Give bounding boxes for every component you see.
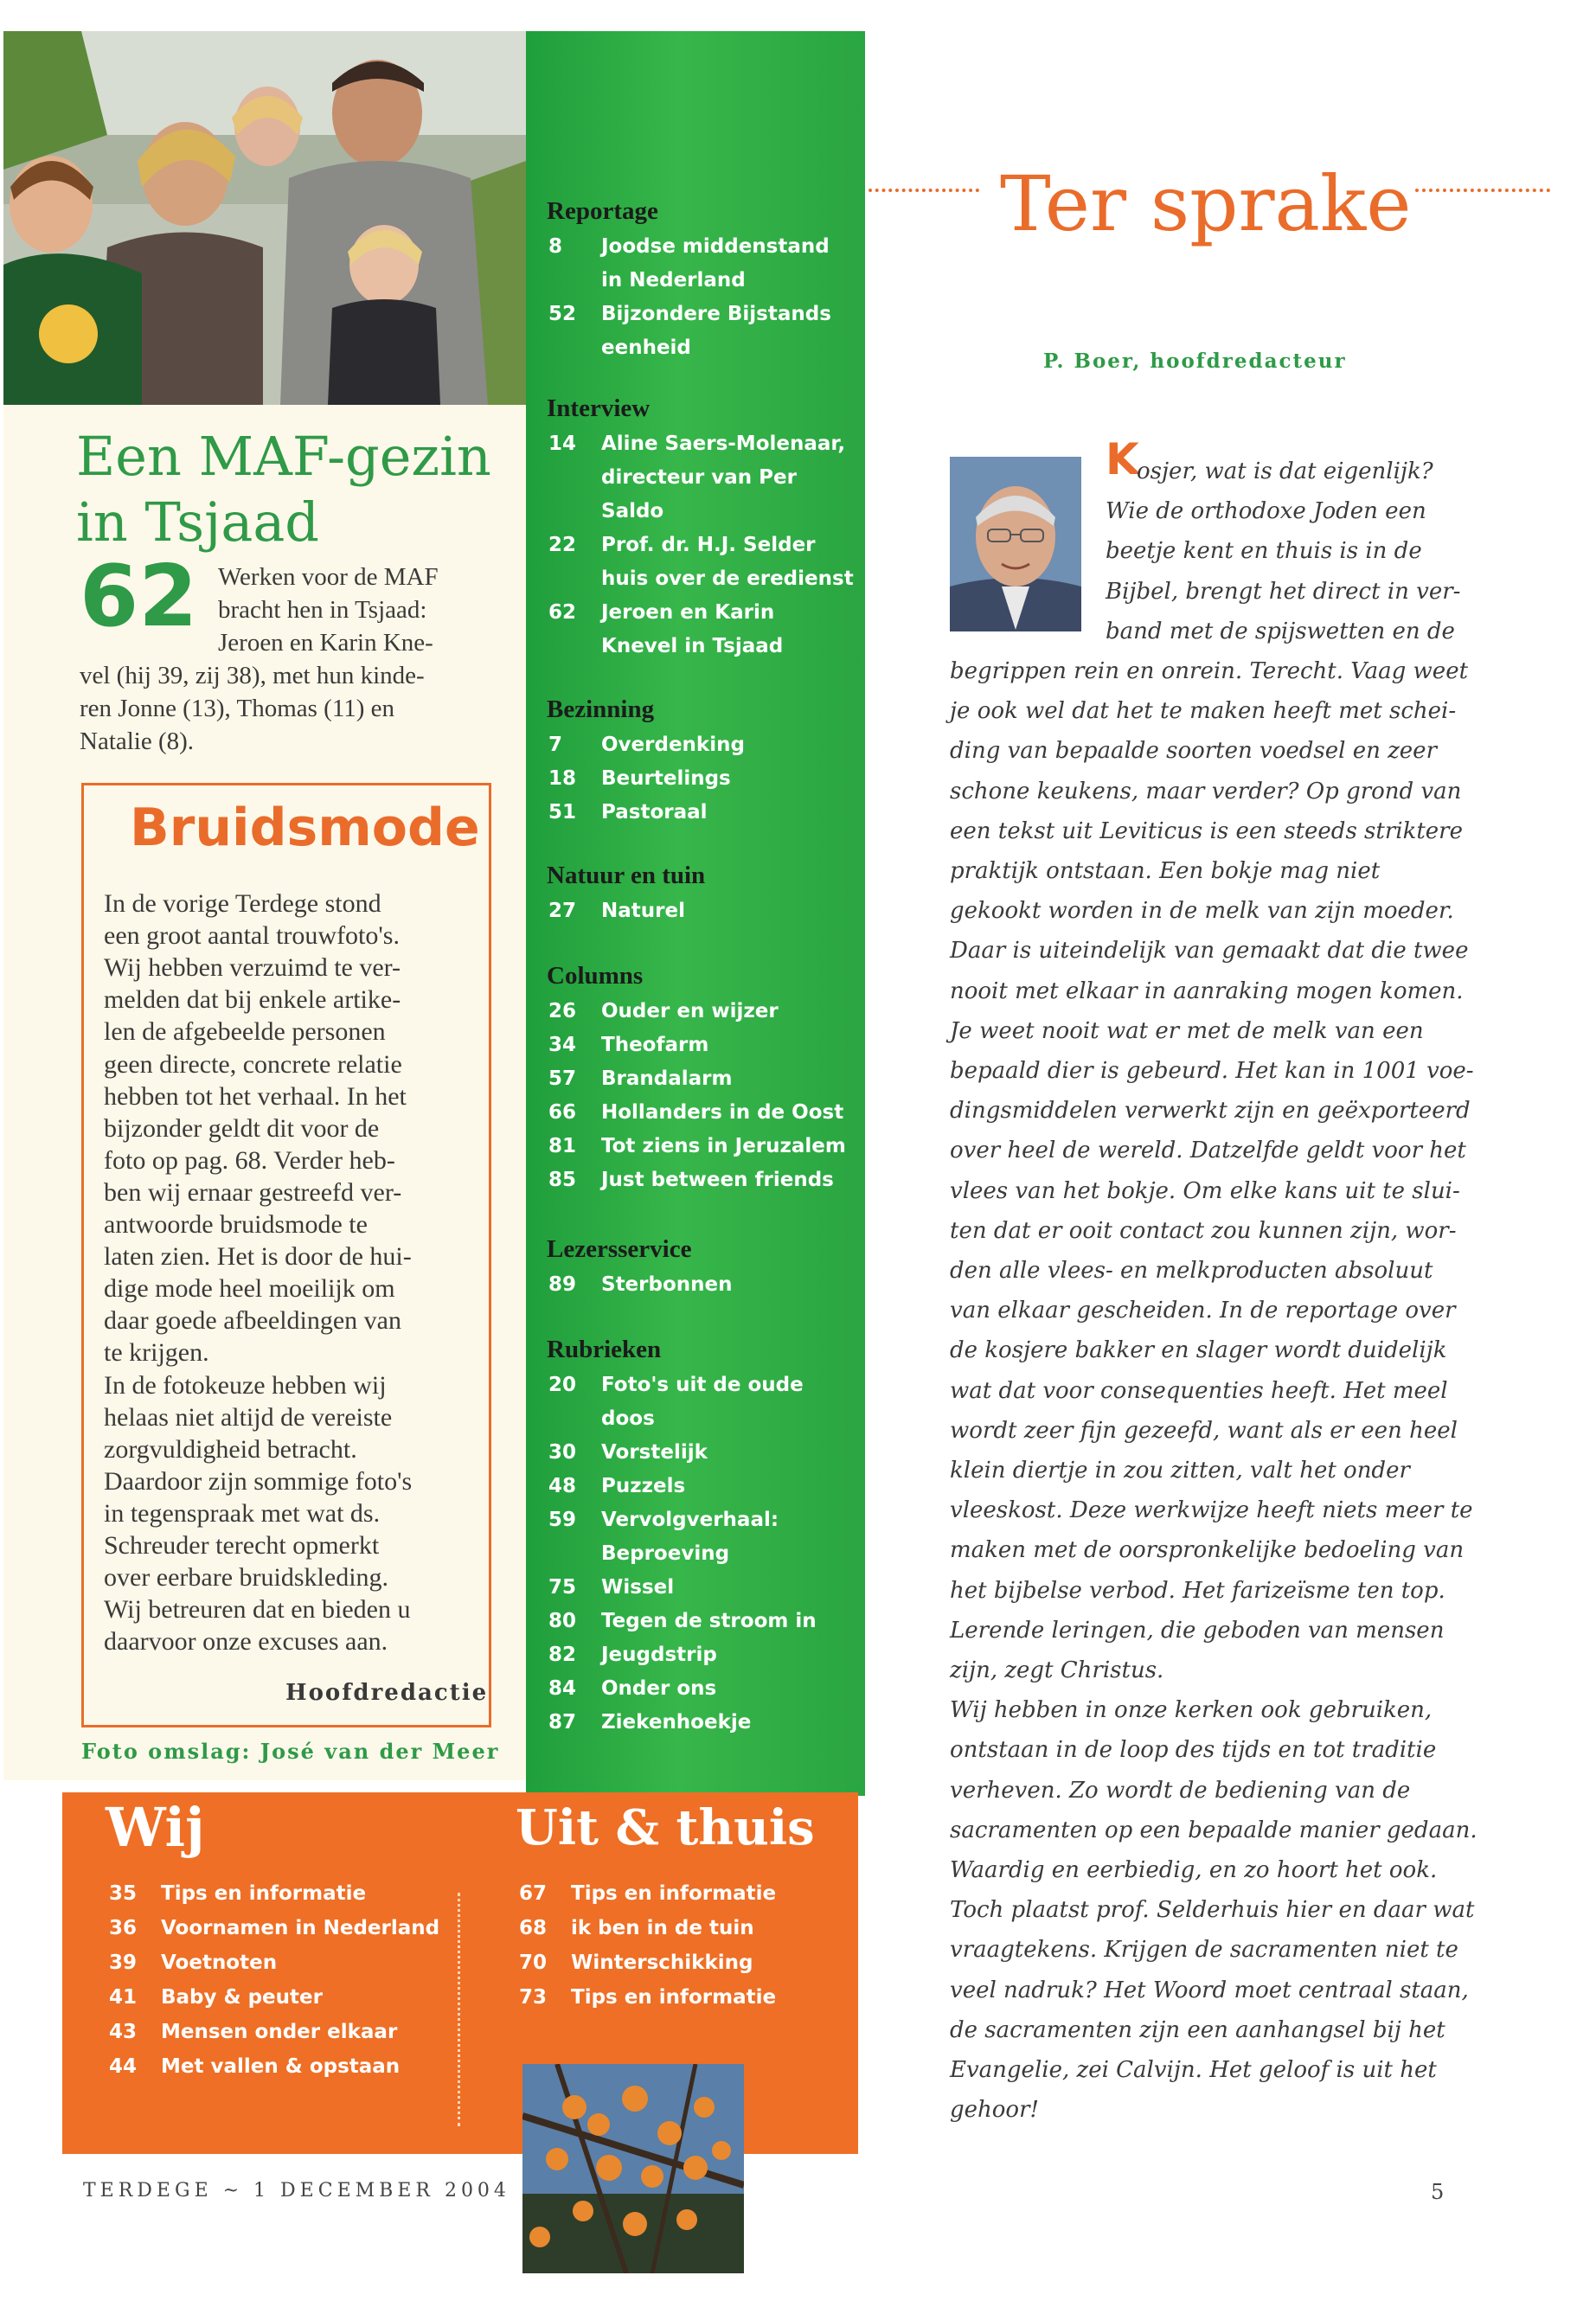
bruidsmode-line: daar goede afbeeldingen van: [104, 1306, 401, 1335]
editorial-line: van elkaar gescheiden. In de reportage over: [950, 1298, 1456, 1324]
table-of-contents-column: [526, 31, 865, 1796]
bruidsmode-line: dige mode heel moeilijk om: [104, 1274, 395, 1303]
title-dots-right: [1415, 189, 1550, 192]
wij-item-title[interactable]: Voetnoten: [161, 1952, 278, 1974]
toc-page-number: 48: [548, 1475, 577, 1497]
toc-item-title[interactable]: Ouder en wijzer: [601, 1000, 779, 1022]
editorial-line: dingsmiddelen verwerkt zijn en geëxporteerd: [950, 1098, 1471, 1124]
editorial-line: Waardig en eerbiedig, en zo hoort het ook.: [950, 1857, 1438, 1883]
editorial-line: Bijbel, brengt het direct in ver-: [1106, 579, 1461, 605]
toc-item-title[interactable]: Jeroen en Karin: [601, 601, 775, 624]
wij-section-title[interactable]: Wij: [106, 1796, 205, 1859]
toc-page-number: 20: [548, 1374, 577, 1396]
uit-thuis-page-number: 70: [519, 1952, 548, 1974]
bruidsmode-line: zorgvuldigheid betracht.: [104, 1435, 357, 1464]
editorial-line: Evangelie, zei Calvijn. Het geloof is uit het: [950, 2057, 1437, 2083]
bruidsmode-line: In de fotokeuze hebben wij: [104, 1371, 387, 1400]
wij-item-title[interactable]: Baby & peuter: [161, 1986, 323, 2009]
magazine-footer: TERDEGE ~ 1 DECEMBER 2004: [83, 2180, 510, 2202]
toc-category: Bezinning: [547, 695, 655, 723]
toc-item-title[interactable]: Sterbonnen: [601, 1273, 733, 1296]
uit-thuis-item-title[interactable]: ik ben in de tuin: [571, 1917, 754, 1939]
toc-category: Interview: [547, 394, 651, 422]
editorial-line: ding van bepaalde soorten voedsel en zeer: [950, 738, 1437, 764]
editorial-line: vleeskost. Deze werkwijze heeft niets meer te: [950, 1497, 1473, 1523]
toc-item-title[interactable]: Ziekenhoekje: [601, 1711, 752, 1734]
editorial-byline: P. Boer, hoofdredacteur: [1043, 349, 1347, 373]
wij-page-number: 35: [109, 1882, 138, 1905]
cover-photo-credit: Foto omslag: José van der Meer: [81, 1739, 500, 1764]
maf-teaser-line: vel (hij 39, zij 38), met hun kinde-: [80, 662, 425, 689]
maf-teaser-line: Natalie (8).: [80, 727, 195, 755]
editorial-line: band met de spijswetten en de: [1106, 619, 1455, 644]
bruidsmode-title: Bruidsmode: [130, 798, 480, 858]
uit-thuis-item-title[interactable]: Winterschikking: [571, 1952, 753, 1974]
title-dots-left: [869, 189, 979, 192]
editorial-line: Wie de orthodoxe Joden een: [1106, 498, 1426, 524]
bruidsmode-line: Wij betreuren dat en bieden u: [104, 1595, 411, 1624]
bruidsmode-line: helaas niet altijd de vereiste: [104, 1403, 393, 1432]
toc-item-title[interactable]: Prof. dr. H.J. Selder: [601, 534, 816, 556]
toc-category: Lezersservice: [547, 1235, 692, 1263]
bruidsmode-line: laten zien. Het is door de hui-: [104, 1242, 412, 1271]
toc-page-number: 75: [548, 1576, 577, 1599]
toc-page-number: 66: [548, 1101, 577, 1124]
toc-page-number: 22: [548, 534, 577, 556]
editorial-line: den alle vlees- en melkproducten absoluut: [950, 1258, 1433, 1284]
wij-item-title[interactable]: Tips en informatie: [161, 1882, 367, 1905]
berries-photo: [522, 2064, 744, 2273]
editorial-line: Toch plaatst prof. Selderhuis hier en daar wat: [950, 1897, 1475, 1923]
maf-teaser-line: Werken voor de MAF: [218, 563, 439, 591]
wij-page-number: 39: [109, 1952, 138, 1974]
editorial-line: Lerende leringen, die geboden van mensen: [950, 1618, 1445, 1644]
bruidsmode-line: een groot aantal trouwfoto's.: [104, 921, 400, 950]
toc-item-title[interactable]: Tot ziens in Jeruzalem: [601, 1135, 846, 1157]
toc-category: Columns: [547, 962, 644, 990]
toc-item-title[interactable]: Overdenking: [601, 734, 745, 756]
bruidsmode-line: Wij hebben verzuimd te ver-: [104, 953, 401, 982]
editorial-title: Ter sprake: [1000, 159, 1412, 248]
editorial-line: verheven. Zo wordt de bediening van de: [950, 1778, 1411, 1804]
wij-page-number: 41: [109, 1986, 138, 2009]
page-number: 5: [1431, 2180, 1445, 2204]
uit-thuis-page-number: 68: [519, 1917, 548, 1939]
editorial-line: Je weet nooit wat er met de melk van een: [950, 1018, 1424, 1044]
toc-page-number: 18: [548, 767, 577, 790]
bruidsmode-line: melden dat bij enkele artike-: [104, 985, 401, 1014]
toc-page-number: 85: [548, 1169, 577, 1191]
toc-item-title[interactable]: Pastoraal: [601, 801, 708, 824]
maf-teaser-line: bracht hen in Tsjaad:: [218, 596, 427, 624]
bruidsmode-line: bijzonder geldt dit voor de: [104, 1114, 380, 1143]
maf-title-line-2: in Tsjaad: [76, 490, 319, 554]
editorial-line: begrippen rein en onrein. Terecht. Vaag weet: [950, 658, 1469, 684]
editorial-line: schone keukens, maar verder? Op grond van: [950, 779, 1462, 804]
editorial-line: ten dat er ooit contact zou kunnen zijn, wor-: [950, 1218, 1457, 1244]
toc-item-title[interactable]: Bijzondere Bijstands: [601, 303, 831, 325]
toc-page-number: 34: [548, 1034, 577, 1056]
editorial-line: osjer, wat is dat eigenlijk?: [1137, 458, 1433, 484]
editorial-line: ontstaan in de loop des tijds en tot traditie: [950, 1737, 1437, 1763]
toc-item-title[interactable]: in Nederland: [601, 269, 746, 292]
wij-page-number: 36: [109, 1917, 138, 1939]
maf-title-line-1: Een MAF-gezin: [76, 425, 491, 488]
bruidsmode-line: daarvoor onze excuses aan.: [104, 1627, 388, 1656]
toc-category: Natuur en tuin: [547, 862, 706, 889]
uit-thuis-item-title[interactable]: Tips en informatie: [571, 1882, 777, 1905]
maf-page-number: 62: [80, 548, 198, 646]
editorial-line: klein diertje in zou zitten, valt het onder: [950, 1458, 1410, 1484]
editorial-line: gehoor!: [950, 2097, 1039, 2123]
wij-item-title[interactable]: Met vallen & opstaan: [161, 2055, 401, 2078]
wij-item-title[interactable]: Mensen onder elkaar: [161, 2021, 398, 2043]
uit-thuis-item-title[interactable]: Tips en informatie: [571, 1986, 777, 2009]
toc-item-title[interactable]: Vervolgverhaal:: [601, 1509, 779, 1531]
bruidsmode-line: geen directe, concrete relatie: [104, 1050, 402, 1079]
toc-category: Rubrieken: [547, 1336, 662, 1363]
editorial-line: wat dat voor consequenties heeft. Het meel: [950, 1378, 1448, 1404]
editorial-line: Daar is uiteindelijk van gemaakt dat die twee: [950, 938, 1469, 964]
toc-page-number: 7: [548, 734, 563, 756]
toc-item-title[interactable]: Hollanders in de Oost: [601, 1101, 844, 1124]
toc-item-title[interactable]: Brandalarm: [601, 1067, 733, 1090]
toc-page-number: 80: [548, 1610, 577, 1632]
bruidsmode-line: len de afgebeelde personen: [104, 1017, 386, 1046]
toc-page-number: 51: [548, 801, 577, 824]
toc-page-number: 62: [548, 601, 577, 624]
toc-item-title[interactable]: Onder ons: [601, 1677, 717, 1700]
bruidsmode-line: In de vorige Terdege stond: [104, 889, 381, 918]
maf-teaser-line: Jeroen en Karin Kne-: [218, 629, 433, 657]
editorial-line: veel nadruk? Het Woord moet centraal staan,: [950, 1977, 1469, 2003]
toc-item-title[interactable]: Theofarm: [601, 1034, 709, 1056]
toc-page-number: 14: [548, 433, 577, 455]
toc-item-title[interactable]: Saldo: [601, 500, 664, 522]
uit-thuis-page-number: 73: [519, 1986, 548, 2009]
maf-article-title[interactable]: [76, 424, 526, 555]
bruidsmode-line: hebben tot het verhaal. In het: [104, 1082, 407, 1111]
bruidsmode-line: Schreuder terecht opmerkt: [104, 1531, 380, 1560]
toc-page-number: 82: [548, 1644, 577, 1666]
toc-item-title[interactable]: eenheid: [601, 336, 691, 359]
bruidsmode-line: Daardoor zijn sommige foto's: [104, 1467, 413, 1496]
editorial-line: over heel de wereld. Datzelfde geldt voor het: [950, 1138, 1466, 1163]
editorial-line: de sacramenten zijn een aanhangsel bij het: [950, 2017, 1445, 2043]
toc-item-title[interactable]: Beproeving: [601, 1542, 730, 1565]
toc-item-title[interactable]: Jeugdstrip: [601, 1644, 717, 1666]
wij-item-title[interactable]: Voornamen in Nederland: [161, 1917, 440, 1939]
uit-thuis-page-number: 67: [519, 1882, 548, 1905]
toc-page-number: 27: [548, 900, 577, 922]
editorial-line: beetje kent en thuis is in de: [1106, 538, 1422, 564]
toc-item-title[interactable]: Knevel in Tsjaad: [601, 635, 784, 657]
toc-page-number: 8: [548, 235, 563, 258]
editorial-line: vlees van het bokje. Om elke kans uit te slui-: [950, 1178, 1460, 1204]
toc-item-title[interactable]: doos: [601, 1407, 655, 1430]
editorial-line: een tekst uit Leviticus is een steeds striktere: [950, 818, 1463, 844]
bruidsmode-line: in tegenspraak met wat ds.: [104, 1499, 381, 1528]
toc-item-title[interactable]: directeur van Per: [601, 466, 797, 489]
cover-family-photo: [3, 31, 526, 405]
editorial-line: nooit met elkaar in aanraking mogen komen.: [950, 978, 1464, 1004]
editorial-line: bepaald dier is gebeurd. Het kan in 1001 voe-: [950, 1058, 1474, 1084]
wij-page-number: 43: [109, 2021, 138, 2043]
toc-page-number: 59: [548, 1509, 577, 1531]
toc-item-title[interactable]: Wissel: [601, 1576, 675, 1599]
editorial-line: maken met de oorspronkelijke bedoeling van: [950, 1537, 1465, 1563]
toc-page-number: 52: [548, 303, 577, 325]
uit-thuis-section-title[interactable]: Uit & thuis: [516, 1799, 815, 1856]
bruidsmode-line: antwoorde bruidsmode te: [104, 1210, 368, 1239]
editorial-line: wordt zeer fijn gezeefd, want als er een heel: [950, 1418, 1458, 1444]
toc-item-title[interactable]: huis over de eredienst: [601, 567, 854, 590]
toc-item-title[interactable]: Naturel: [601, 900, 685, 922]
toc-page-number: 84: [548, 1677, 577, 1700]
bruidsmode-line: te krijgen.: [104, 1338, 209, 1367]
toc-page-number: 30: [548, 1441, 577, 1464]
toc-page-number: 89: [548, 1273, 577, 1296]
toc-page-number: 87: [548, 1711, 577, 1734]
toc-item-title[interactable]: Tegen de stroom in: [601, 1610, 817, 1632]
toc-item-title[interactable]: Puzzels: [601, 1475, 686, 1497]
bruidsmode-line: over eerbare bruidskleding.: [104, 1563, 389, 1592]
editorial-line: praktijk ontstaan. Een bokje mag niet: [950, 858, 1381, 884]
wij-page-number: 44: [109, 2055, 138, 2078]
maf-teaser-line: ren Jonne (13), Thomas (11) en: [80, 695, 395, 722]
panel-divider: [458, 1893, 460, 2126]
toc-item-title[interactable]: Joodse middenstand: [601, 235, 830, 258]
editorial-line: je ook wel dat het te maken heeft met schei-: [950, 698, 1457, 724]
editor-portrait: [950, 457, 1081, 631]
toc-category: Reportage: [547, 197, 658, 225]
editorial-line: de kosjere bakker en slager wordt duidelijk: [950, 1337, 1447, 1363]
editorial-line: vraagtekens. Krijgen de sacramenten niet te: [950, 1937, 1458, 1963]
editorial-dropcap: K: [1106, 434, 1139, 484]
toc-item-title[interactable]: Aline Saers-Molenaar,: [601, 433, 846, 455]
editorial-line: het bijbelse verbod. Het farizeïsme ten top.: [950, 1578, 1445, 1604]
editorial-line: sacramenten op een bepaalde manier gedaan.: [950, 1817, 1477, 1843]
toc-page-number: 81: [548, 1135, 577, 1157]
toc-page-number: 57: [548, 1067, 577, 1090]
toc-item-title[interactable]: Vorstelijk: [601, 1441, 708, 1464]
toc-page-number: 26: [548, 1000, 577, 1022]
bruidsmode-line: ben wij ernaar gestreefd ver-: [104, 1178, 402, 1207]
bruidsmode-signature: Hoofdredactie: [285, 1680, 489, 1706]
bruidsmode-line: foto op pag. 68. Verder heb-: [104, 1146, 395, 1175]
editorial-line: Wij hebben in onze kerken ook gebruiken,: [950, 1697, 1433, 1723]
toc-item-title[interactable]: Just between friends: [601, 1169, 834, 1191]
editorial-line: gekookt worden in de melk van zijn moeder.: [950, 898, 1454, 924]
toc-item-title[interactable]: Beurtelings: [601, 767, 731, 790]
editorial-line: zijn, zegt Christus.: [950, 1657, 1164, 1683]
toc-item-title[interactable]: Foto's uit de oude: [601, 1374, 804, 1396]
